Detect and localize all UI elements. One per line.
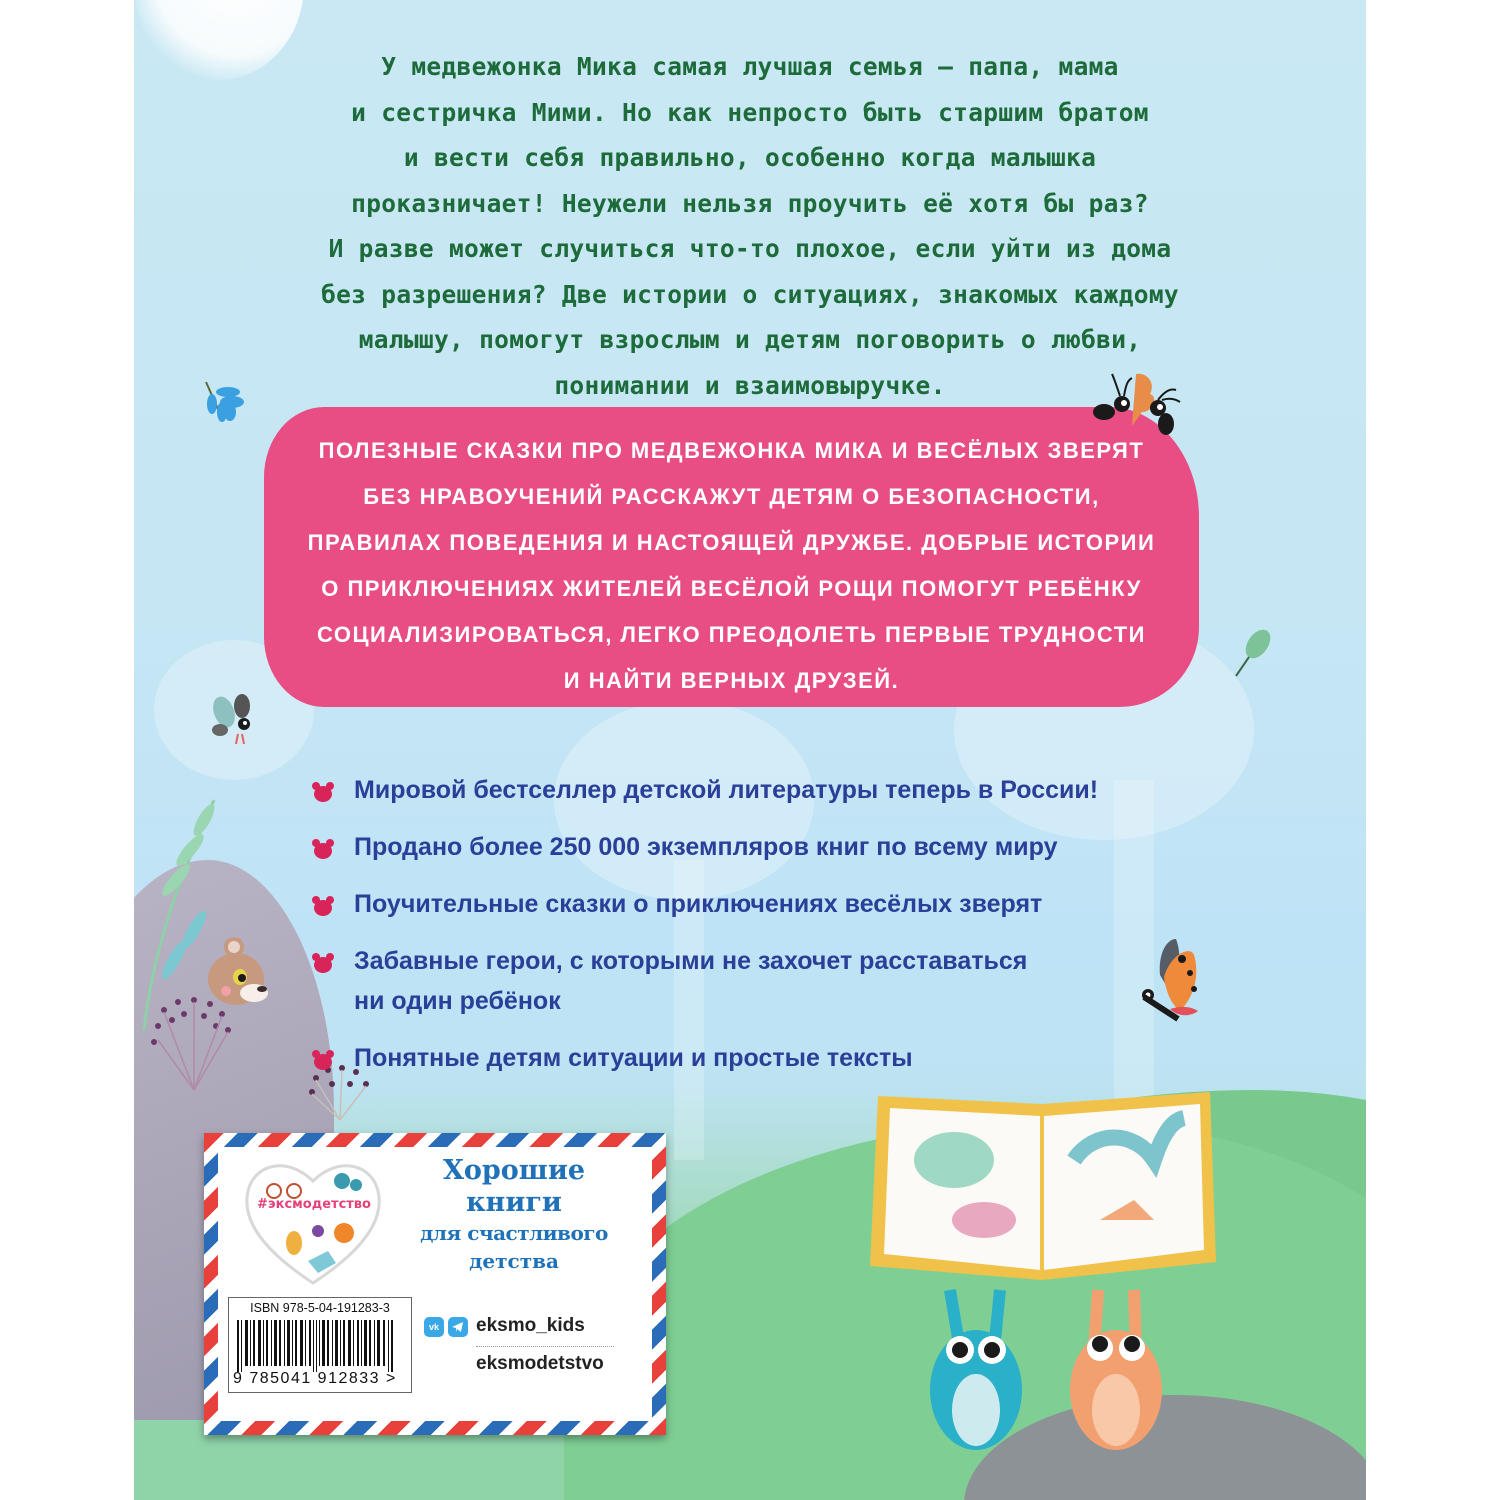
social-handle[interactable]: eksmo_kids	[476, 1315, 585, 1336]
highlight-line: СОЦИАЛИЗИРОВАТЬСЯ, ЛЕГКО ПРЕОДОЛЕТЬ ПЕРВЫЕ ТРУДНОСТИ	[317, 622, 1146, 647]
feature-text-continued: ни один ребёнок	[354, 987, 561, 1015]
isbn-label: ISBN 978-5-04-191283-3	[250, 1301, 390, 1315]
blue-leaf-icon	[198, 378, 248, 428]
highlight-line: ПОЛЕЗНЫЕ СКАЗКИ ПРО МЕДВЕЖОНКА МИКА И ВЕСЁЛЫХ ЗВЕРЯТ	[318, 438, 1145, 463]
intro-paragraph	[238, 44, 1262, 408]
bear-head-icon	[312, 953, 334, 973]
feature-item	[312, 884, 1042, 924]
feature-text: Понятные детям ситуации и простые тексты	[354, 1044, 913, 1072]
highlight-line: БЕЗ НРАВОУЧЕНИЙ РАССКАЖУТ ДЕТЯМ О БЕЗОПАСНОСТИ,	[363, 484, 1100, 509]
publisher-slogan	[404, 1155, 624, 1275]
intro-line: проказничает! Неужели нельзя проучить её хотя бы раз?	[351, 188, 1149, 218]
slogan-line: книги	[466, 1187, 562, 1218]
slogan-line: для счастливого	[420, 1221, 608, 1245]
feature-text: Забавные герои, с которыми не захочет расставаться	[354, 947, 1028, 975]
ants-illustration	[1084, 368, 1184, 438]
butterfly-illustration	[1130, 935, 1210, 1035]
highlight-line: И НАЙТИ ВЕРНЫХ ДРУЗЕЙ.	[563, 668, 900, 693]
bear-head-icon	[312, 1050, 334, 1070]
moth-illustration	[208, 690, 258, 750]
feature-item	[312, 770, 1098, 810]
feature-item	[312, 941, 1027, 1021]
intro-line: малышу, помогут взрослым и детям поговорить о любви,	[358, 325, 1142, 354]
publisher-envelope	[204, 1133, 666, 1435]
intro-line: и сестричка Мими. Но как непросто быть старшим братом	[351, 97, 1149, 127]
book-back-cover	[134, 0, 1366, 1500]
bear-head-icon	[312, 782, 334, 802]
feature-item	[312, 1038, 913, 1078]
intro-line: без разрешения? Две истории о ситуациях, знакомых каждому	[321, 279, 1179, 309]
vk-icon[interactable]: vk	[424, 1317, 444, 1337]
site-handle[interactable]: eksmodetstvo	[476, 1353, 604, 1374]
highlight-text	[264, 428, 1199, 704]
dandelion-illustration	[144, 990, 254, 1100]
barcode-box	[228, 1297, 412, 1393]
intro-line: И разве может случиться что-то плохое, если уйти из дома	[328, 234, 1172, 263]
green-leaf-icon	[1232, 624, 1272, 680]
hashtag-label: #эксмодетство	[257, 1197, 371, 1212]
barcode-icon	[237, 1320, 401, 1372]
feature-text: Мировой бестселлер детской литературы теперь в России!	[354, 776, 1099, 804]
frogs-reading-book-illustration	[864, 1090, 1224, 1500]
isbn-digits: 9 785041 912833 >	[233, 1370, 397, 1387]
feature-item	[312, 827, 1058, 867]
intro-line: понимании и взаимовыручке.	[554, 370, 946, 400]
feature-text: Продано более 250 000 экземпляров книг по всему миру	[354, 833, 1058, 861]
highlight-line: О ПРИКЛЮЧЕНИЯХ ЖИТЕЛЕЙ ВЕСЁЛОЙ РОЩИ ПОМОГУТ РЕБЁНКУ	[321, 576, 1142, 601]
intro-line: У медвежонка Мика самая лучшая семья — папа, мама	[381, 52, 1119, 81]
bear-head-icon	[312, 896, 334, 916]
divider	[476, 1346, 614, 1347]
feature-text: Поучительные сказки о приключениях весёлых зверят	[354, 890, 1043, 918]
heart-logo-icon	[238, 1151, 388, 1291]
highlight-line: ПРАВИЛАХ ПОВЕДЕНИЯ И НАСТОЯЩЕЙ ДРУЖБЕ. ДОБРЫЕ ИСТОРИИ	[307, 530, 1156, 555]
telegram-icon[interactable]	[448, 1317, 468, 1337]
slogan-line: детства	[469, 1249, 559, 1273]
bear-head-icon	[312, 839, 334, 859]
slogan-line: Хорошие	[442, 1155, 586, 1186]
intro-line: и вести себя правильно, особенно когда малышка	[403, 143, 1097, 172]
